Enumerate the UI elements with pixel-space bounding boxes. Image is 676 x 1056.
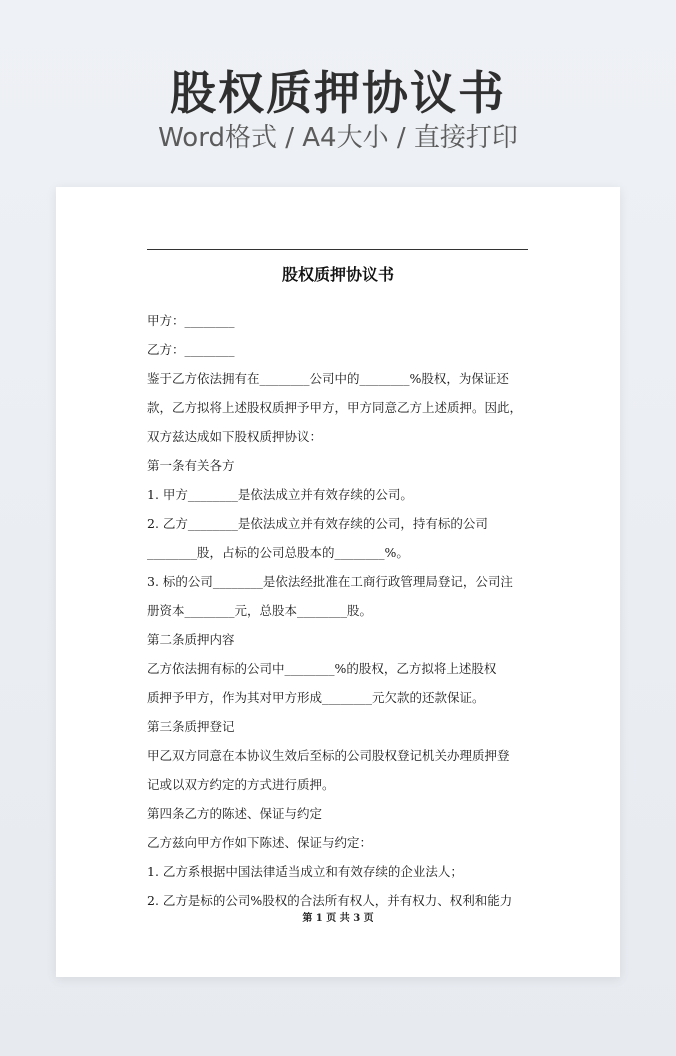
section-heading: 第二条质押内容	[147, 632, 235, 647]
banner-subtitle: Word格式 / A4大小 / 直接打印	[158, 123, 518, 153]
section-heading: 第四条乙方的陈述、保证与约定	[147, 806, 323, 821]
body-line: 1. 甲方________是依法成立并有效存续的公司。	[147, 487, 413, 502]
body-line: 质押予甲方，作为其对甲方形成________元欠款的还款保证。	[147, 690, 485, 705]
page-number: 第 1 页 共 3 页	[302, 913, 374, 924]
document-page	[56, 187, 620, 977]
body-line: 1. 乙方系根据中国法律适当成立和有效存续的企业法人；	[147, 864, 463, 879]
body-line: 鉴于乙方依法拥有在________公司中的________%股权，为保证还	[147, 371, 509, 386]
body-line: 甲乙双方同意在本协议生效后至标的公司股权登记机关办理质押登	[147, 748, 510, 763]
body-line: 3. 标的公司________是依法经批准在工商行政管理局登记，公司注	[147, 574, 513, 589]
body-line: 乙方依法拥有标的公司中________%的股权，乙方拟将上述股权	[147, 661, 497, 676]
body-line: ________股，占标的公司总股本的________%。	[147, 545, 409, 560]
section-heading: 第三条质押登记	[147, 719, 235, 734]
document-title: 股权质押协议书	[281, 265, 394, 284]
banner-title: 股权质押协议书	[170, 66, 506, 120]
body-line: 2. 乙方________是依法成立并有效存续的公司，持有标的公司	[147, 516, 488, 531]
body-line: 乙方兹向甲方作如下陈述、保证与约定：	[147, 835, 373, 850]
body-line: 册资本________元，总股本________股。	[147, 603, 373, 618]
body-line: 双方兹达成如下股权质押协议：	[147, 429, 323, 444]
document-body	[147, 306, 529, 915]
body-line: 记或以双方约定的方式进行质押。	[147, 777, 335, 792]
body-line: 款，乙方拟将上述股权质押予甲方，甲方同意乙方上述质押。因此，	[147, 400, 523, 415]
party-a-line: 甲方：________	[147, 313, 235, 328]
section-heading: 第一条有关各方	[147, 458, 235, 473]
body-line: 2. 乙方是标的公司%股权的合法所有权人，并有权力、权利和能力	[147, 893, 513, 908]
header-rule	[147, 249, 528, 250]
party-b-line: 乙方：________	[147, 342, 235, 357]
